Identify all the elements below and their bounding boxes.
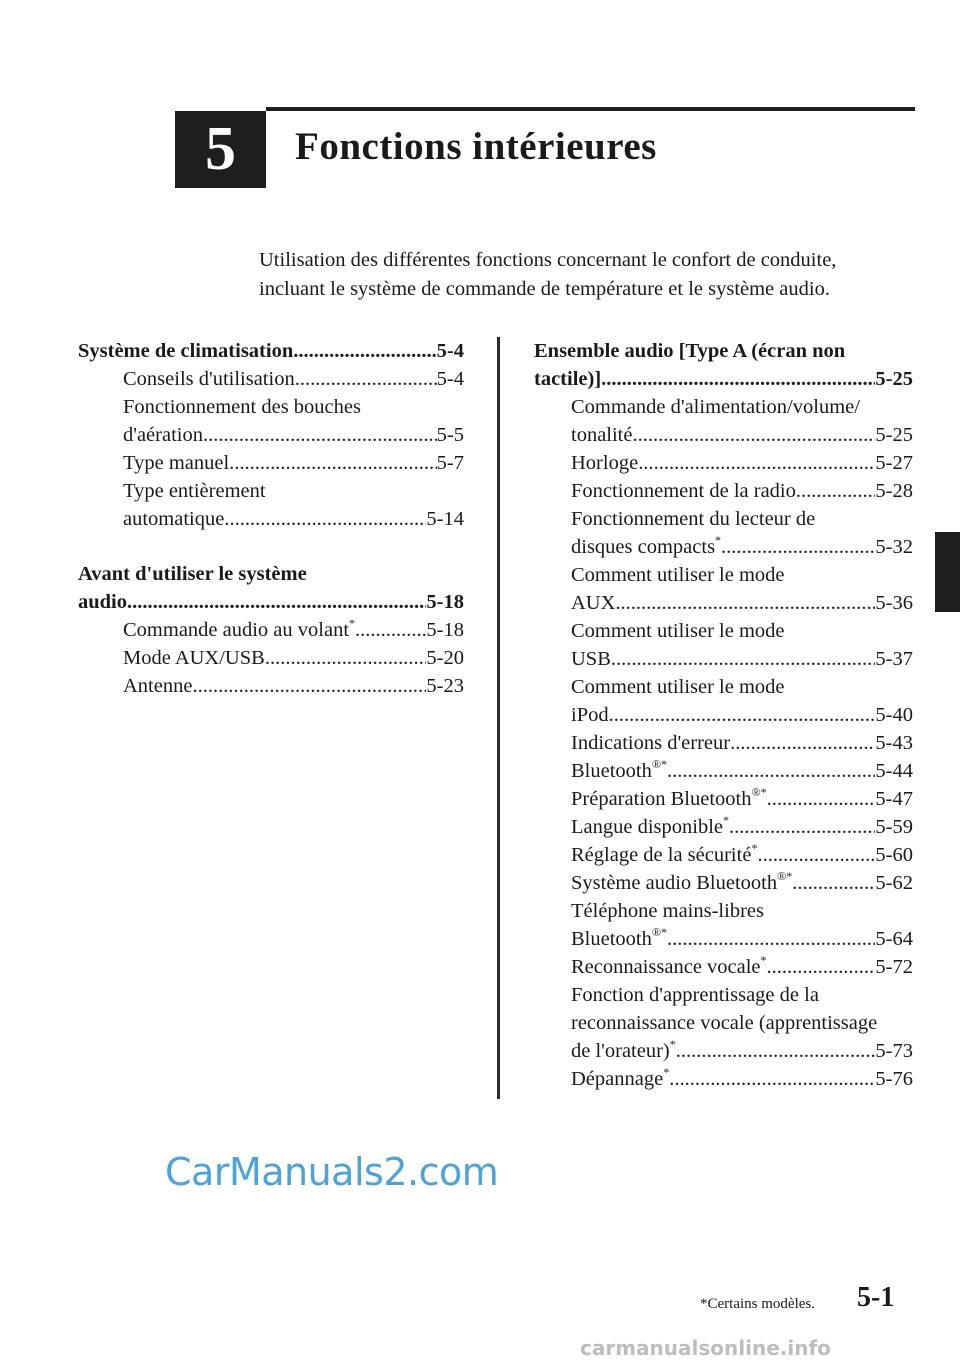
toc-entry[interactable]: Horloge ..... 5-27 [534,449,913,477]
toc-entry[interactable]: Fonction d'apprentissage de la reconnaissance vocale (apprentissage de l'orateur)* ..... 5-73 [534,981,913,1065]
toc-entry[interactable]: Fonctionnement des bouches d'aération ..... 5-5 [78,393,464,449]
intro-line-1: Utilisation des différentes fonctions concernant le confort de conduite, [259,249,837,271]
chapter-side-tab [935,532,960,612]
toc-entry[interactable]: Type manuel ..... 5-7 [78,449,464,477]
chapter-title: Fonctions intérieures [295,125,657,168]
intro-line-2: incluant le système de commande de température et le système audio. [259,278,830,300]
toc-entry[interactable]: Téléphone mains-libres Bluetooth®* ..... 5-64 [534,897,913,953]
toc-entry[interactable]: Commande d'alimentation/volume/ tonalité ..... 5-25 [534,393,913,449]
toc-entry[interactable]: Bluetooth®* ..... 5-44 [534,757,913,785]
toc-entry[interactable]: Réglage de la sécurité* ..... 5-60 [534,841,913,869]
toc-section[interactable]: Ensemble audio [Type A (écran non tactile)] ..... 5-25 [534,337,913,393]
header-rule [266,107,915,111]
toc-entry[interactable]: Comment utiliser le mode USB ..... 5-37 [534,617,913,673]
toc-entry[interactable]: Commande audio au volant* ..... 5-18 [78,616,464,644]
toc-entry[interactable]: Système audio Bluetooth®* ..... 5-62 [534,869,913,897]
toc-entry[interactable]: Type entièrement automatique ..... 5-14 [78,477,464,533]
toc-left-column [78,337,464,700]
column-divider [497,337,500,1099]
toc-entry[interactable]: Comment utiliser le mode AUX ..... 5-36 [534,561,913,617]
toc-right-column [534,337,913,1093]
toc-entry[interactable]: Antenne ..... 5-23 [78,672,464,700]
toc-section[interactable]: Avant d'utiliser le système audio ..... 5-18 [78,560,464,616]
bottom-watermark: carmanualsonline.info [580,1336,831,1360]
chapter-number: 5 [205,115,236,183]
toc-entry[interactable]: Conseils d'utilisation ..... 5-4 [78,365,464,393]
chapter-number-box [175,111,266,188]
chapter-intro [259,246,919,304]
toc-entry[interactable]: Comment utiliser le mode iPod ..... 5-40 [534,673,913,729]
toc-entry[interactable]: Dépannage* ..... 5-76 [534,1065,913,1093]
watermark-logo: CarManuals2.com [165,1150,499,1194]
toc-entry[interactable]: Reconnaissance vocale* ..... 5-72 [534,953,913,981]
page-number: 5-1 [857,1282,895,1313]
toc-entry[interactable]: Préparation Bluetooth®* ..... 5-47 [534,785,913,813]
toc-entry[interactable]: Fonctionnement du lecteur de disques compacts* ..... 5-32 [534,505,913,561]
toc-entry[interactable]: Fonctionnement de la radio ..... 5-28 [534,477,913,505]
toc-entry[interactable]: Langue disponible* ..... 5-59 [534,813,913,841]
toc-section[interactable]: Système de climatisation ..... 5-4 [78,337,464,365]
footnote: *Certains modèles. [700,1296,815,1312]
toc-entry[interactable]: Indications d'erreur ..... 5-43 [534,729,913,757]
toc-entry[interactable]: Mode AUX/USB ..... 5-20 [78,644,464,672]
